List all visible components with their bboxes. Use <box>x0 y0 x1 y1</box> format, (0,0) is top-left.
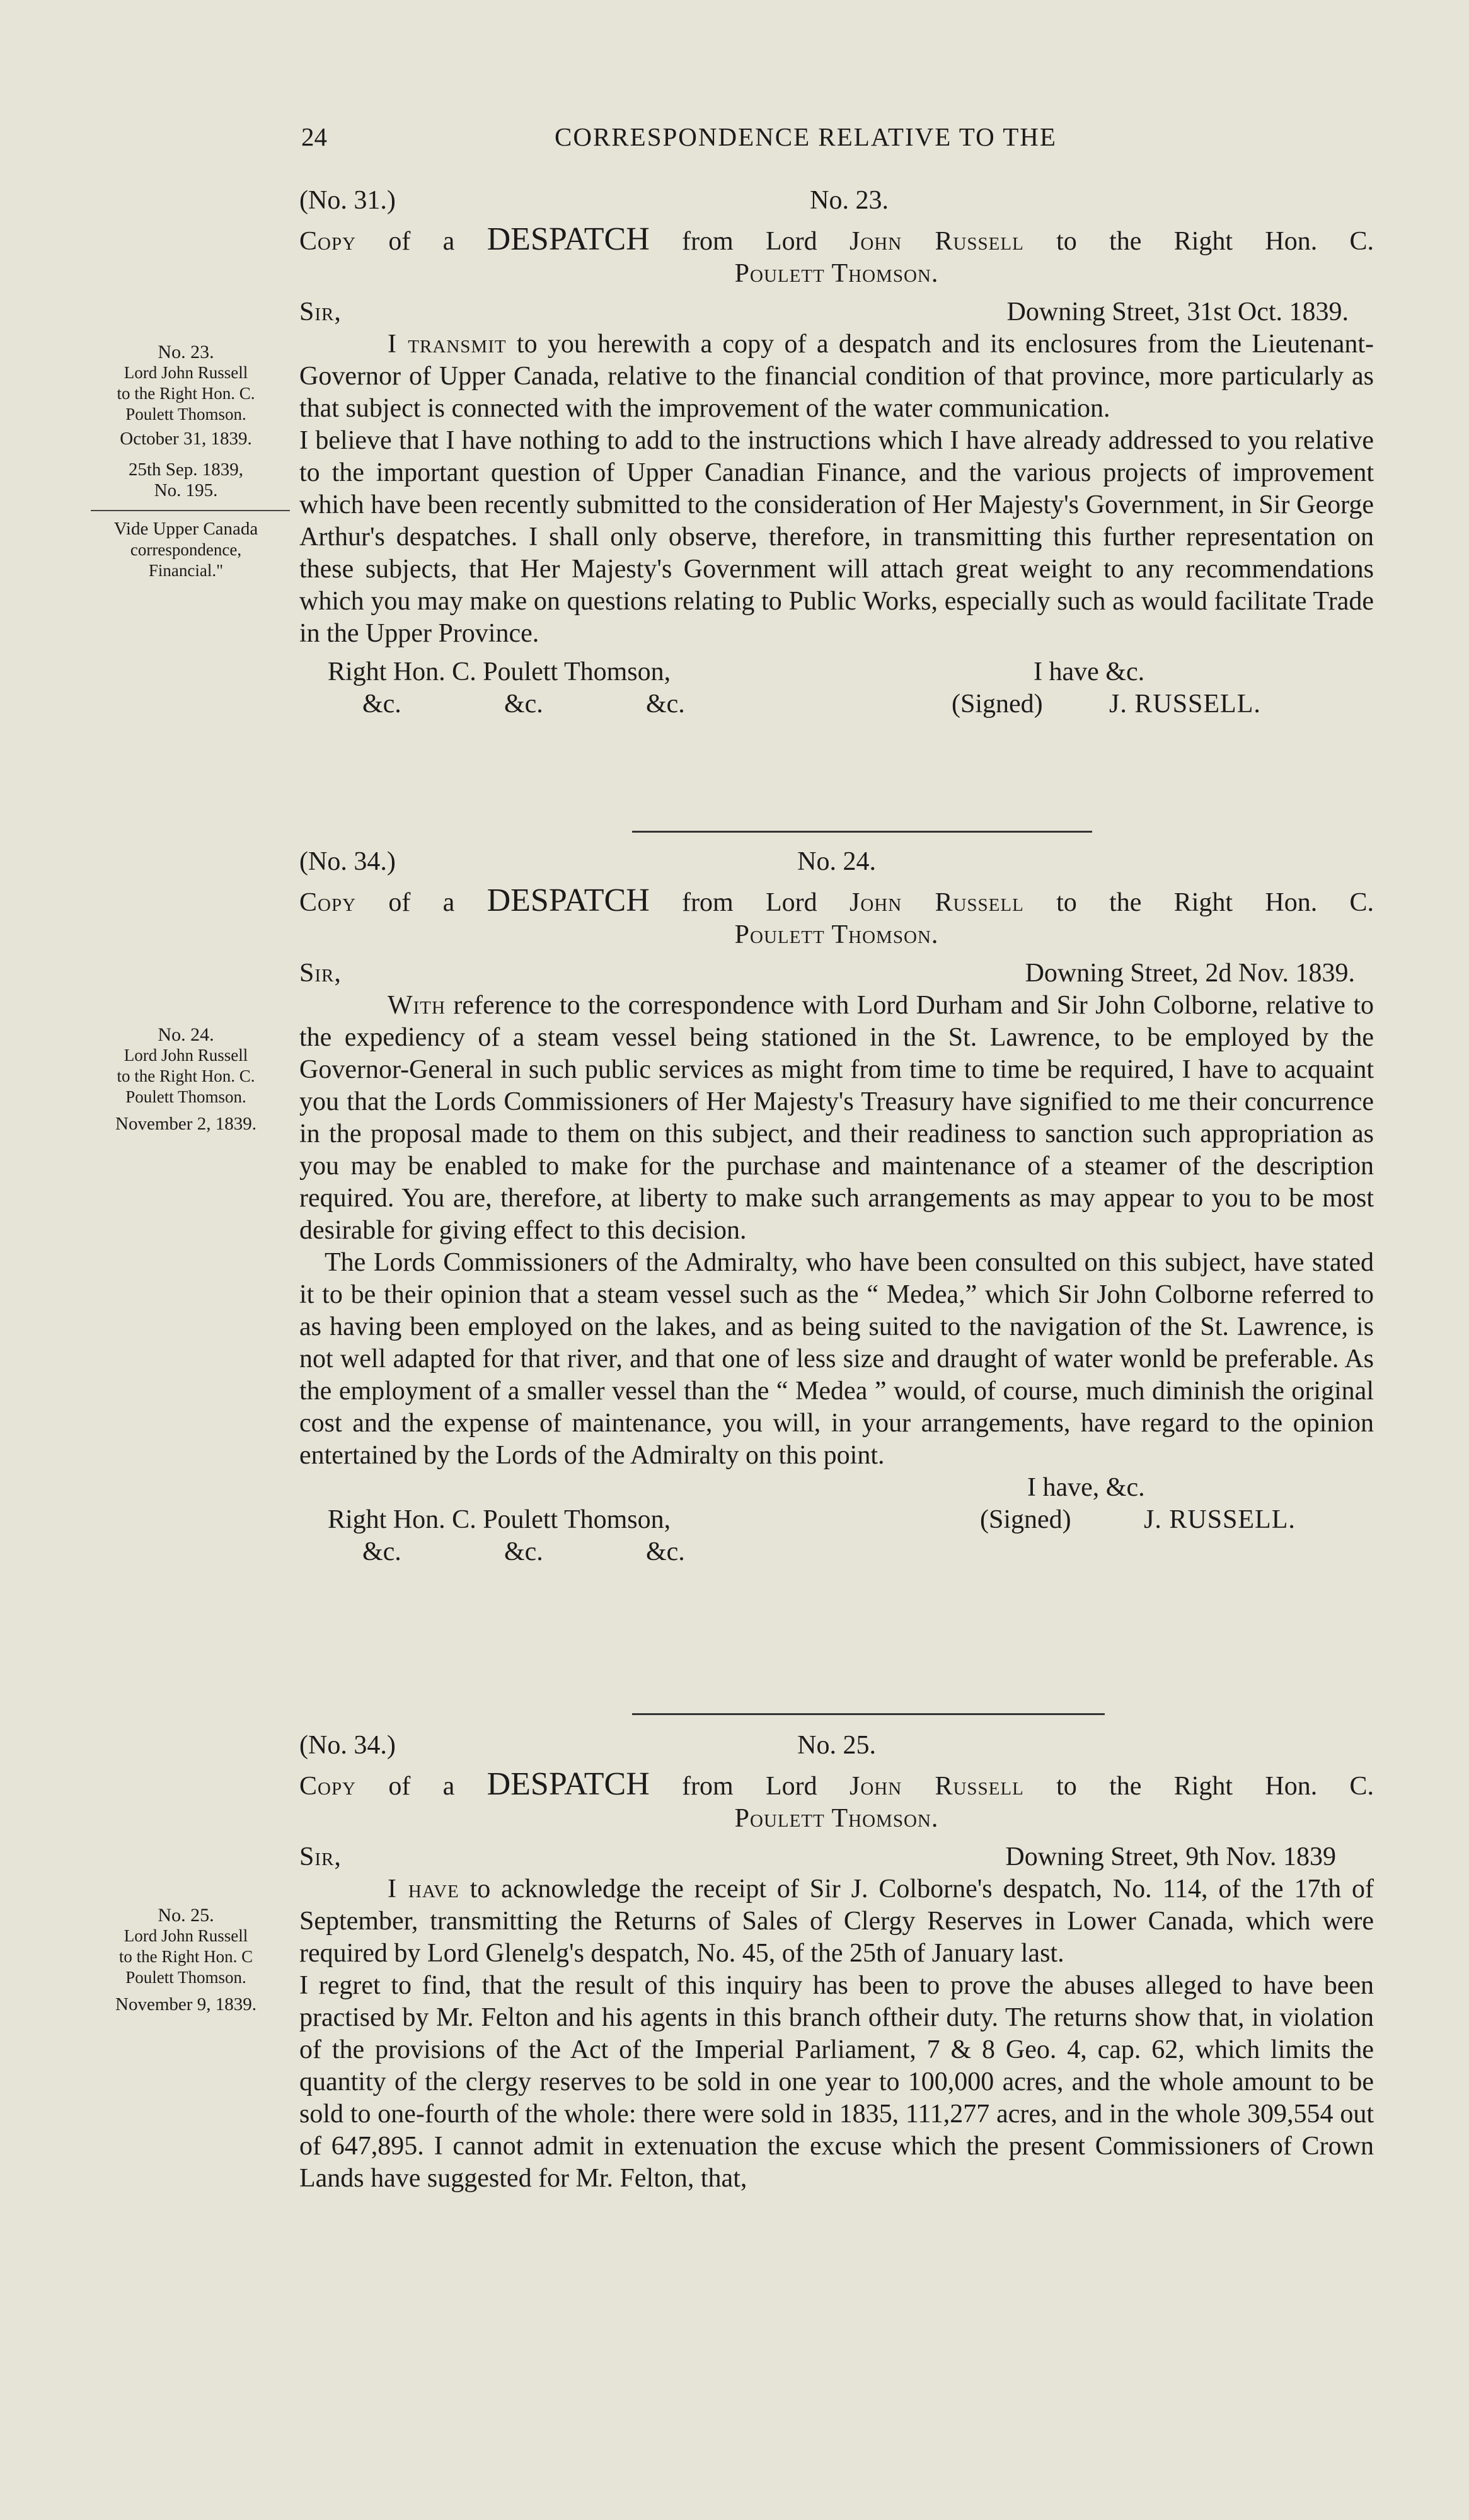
despatch-recipient: Poulett Thomson. <box>734 259 939 288</box>
margin-name: Poulett Thomson. <box>125 1968 246 1987</box>
margin-note-no-25 <box>82 1905 290 2015</box>
margin-divider <box>91 510 290 511</box>
margin-date: November 9, 1839. <box>115 1994 256 2014</box>
addressee: Right Hon. C. Poulett Thomson, <box>328 1505 671 1534</box>
margin-to: to the Right Hon. C <box>118 1947 253 1966</box>
etc: &c. <box>362 1537 401 1566</box>
section-divider <box>632 831 1092 833</box>
margin-name: Poulett Thomson. <box>125 405 246 424</box>
paragraph: The Lords Commissioners of the Admiralty, who have been consulted on this subject, have stated it to be their opinion that a steam vessel such as the “ Medea,” which Sir John Colborne referred to as having been employed on the lakes, and as being suited to the navigation of the St. Lawrence, is not well adapted for that river, and that one of less size and draught of water wonld be preferable. As the employment of a smaller vessel than the “ Medea ” would, of course, much diminish the original cost and the expense of maintenance, you will, in your arrangements, have regard to the opinion entertained by the Lords of the Admiralty on this point. <box>299 1248 1374 1470</box>
margin-date: November 2, 1839. <box>115 1114 256 1134</box>
etc: &c. <box>362 690 401 719</box>
margin-vide-line: Financial." <box>148 561 224 580</box>
margin-to: to the Right Hon. C. <box>117 1066 255 1085</box>
margin-date: October 31, 1839. <box>120 429 252 449</box>
margin-to: to the Right Hon. C. <box>117 384 255 403</box>
page-number: 24 <box>301 122 327 151</box>
running-title: CORRESPONDENCE RELATIVE TO THE <box>555 122 1057 151</box>
margin-number: No. 23. <box>158 342 214 362</box>
despatch-no-25 <box>299 1730 1374 2195</box>
closing: I have &c. <box>1034 657 1145 686</box>
despatch-number: No. 23. <box>810 186 889 215</box>
despatch-ref: (No. 31.) <box>299 186 396 215</box>
salutation: Sir, <box>299 298 342 327</box>
margin-vide-line: correspondence, <box>130 540 242 559</box>
margin-from: Lord John Russell <box>124 1926 248 1945</box>
despatch-title: Copy of a DESPATCH from Lord John Russell to the Right Hon. C. <box>299 221 1374 257</box>
despatch-recipient: Poulett Thomson. <box>734 920 939 949</box>
section-divider <box>632 1713 1105 1715</box>
despatch-ref: (No. 34.) <box>299 847 396 876</box>
margin-note-no-24 <box>82 1024 290 1135</box>
despatch-title: Copy of a DESPATCH from Lord John Russell to the Right Hon. C. <box>299 882 1374 918</box>
despatch-no-23 <box>299 185 1374 720</box>
margin-name: Poulett Thomson. <box>125 1087 246 1106</box>
despatch-ref: (No. 34.) <box>299 1731 396 1760</box>
etc: &c. <box>504 690 543 719</box>
signed: (Signed) <box>952 690 1043 719</box>
place-date: Downing Street, 31st Oct. 1839. <box>1006 298 1349 327</box>
margin-note-no-23 <box>82 342 290 581</box>
signature: J. RUSSELL. <box>1109 690 1261 719</box>
margin-from: Lord John Russell <box>124 1046 248 1065</box>
despatch-title: Copy of a DESPATCH from Lord John Russell to the Right Hon. C. <box>299 1766 1374 1802</box>
margin-from: Lord John Russell <box>124 363 248 382</box>
etc: &c. <box>646 1537 685 1566</box>
paragraph: I transmit to you herewith a copy of a despatch and its enclosures from the Lieutenant-Governor of Upper Canada, relative to the financial condition of that province, more particularly as that subject is connected with the improvement of the water communication. <box>299 330 1374 423</box>
place-date: Downing Street, 2d Nov. 1839. <box>1025 959 1355 988</box>
signed: (Signed) <box>980 1505 1071 1534</box>
addressee: Right Hon. C. Poulett Thomson, <box>328 657 671 686</box>
despatch-no-24 <box>299 846 1374 1568</box>
despatch-recipient: Poulett Thomson. <box>734 1804 939 1833</box>
signature: J. RUSSELL. <box>1144 1505 1296 1534</box>
despatch-number: No. 24. <box>797 847 876 876</box>
closing: I have, &c. <box>1027 1473 1145 1502</box>
margin-ref-no: No. 195. <box>154 480 218 500</box>
salutation: Sir, <box>299 959 342 988</box>
margin-ref-date: 25th Sep. 1839, <box>128 459 244 480</box>
place-date: Downing Street, 9th Nov. 1839 <box>1005 1842 1336 1871</box>
margin-number: No. 24. <box>158 1024 214 1045</box>
paragraph: I regret to find, that the result of this inquiry has been to prove the abuses alleged to have been practised by Mr. Felton and his agents in this branch oftheir duty. The returns show that, in violation of the provisions of the Act of the Imperial Parliament, 7 & 8 Geo. 4, cap. 62, which limits the quantity of the clergy reserves to be sold in one year to 100,000 acres, and the whole amount to be sold to one-fourth of the whole: there were sold in 1835, 111,277 acres, and in the whole 309,554 out of 647,895. I cannot admit in extenuation the excuse which the present Commissioners of Crown Lands have suggested for Mr. Felton, that, <box>299 1971 1374 2193</box>
etc: &c. <box>646 690 685 719</box>
margin-number: No. 25. <box>158 1905 214 1926</box>
paragraph: With reference to the correspondence with Lord Durham and Sir John Colborne, relative to the expediency of a steam vessel being stationed in the St. Lawrence, to be employed by the Governor-General in such public services as might from time to time be required, I have to acquaint you that the Lords Commissioners of Her Majesty's Treasury have signified to me their concurrence in the proposal made to them on this subject, and their readiness to sanction such appropriation as you may be enabled to make for the purchase and maintenance of a steamer of the description required. You are, therefore, at liberty to make such arrangements as may appear to you to be most desirable for giving effect to this decision. <box>299 991 1374 1245</box>
salutation: Sir, <box>299 1842 342 1871</box>
etc: &c. <box>504 1537 543 1566</box>
paragraph: I believe that I have nothing to add to the instructions which I have already addressed to you relative to the important question of Upper Canadian Finance, and the various projects of improvement which have been recently submitted to the consideration of Her Majesty's Government, in Sir George Arthur's despatches. I shall only observe, therefore, in transmitting this further representation on these subjects, that Her Majesty's Government will attach great weight to any recommendations which you may make on questions relating to Public Works, especially such as would facilitate Trade in the Upper Province. <box>299 426 1374 648</box>
paragraph: I have to acknowledge the receipt of Sir J. Colborne's despatch, No. 114, of the 17th of September, transmitting the Returns of Sales of Clergy Reserves in Lower Canada, which were required by Lord Glenelg's despatch, No. 45, of the 25th of January last. <box>299 1875 1374 1968</box>
despatch-number: No. 25. <box>797 1731 876 1760</box>
margin-vide-line: Vide Upper Canada <box>113 519 258 539</box>
